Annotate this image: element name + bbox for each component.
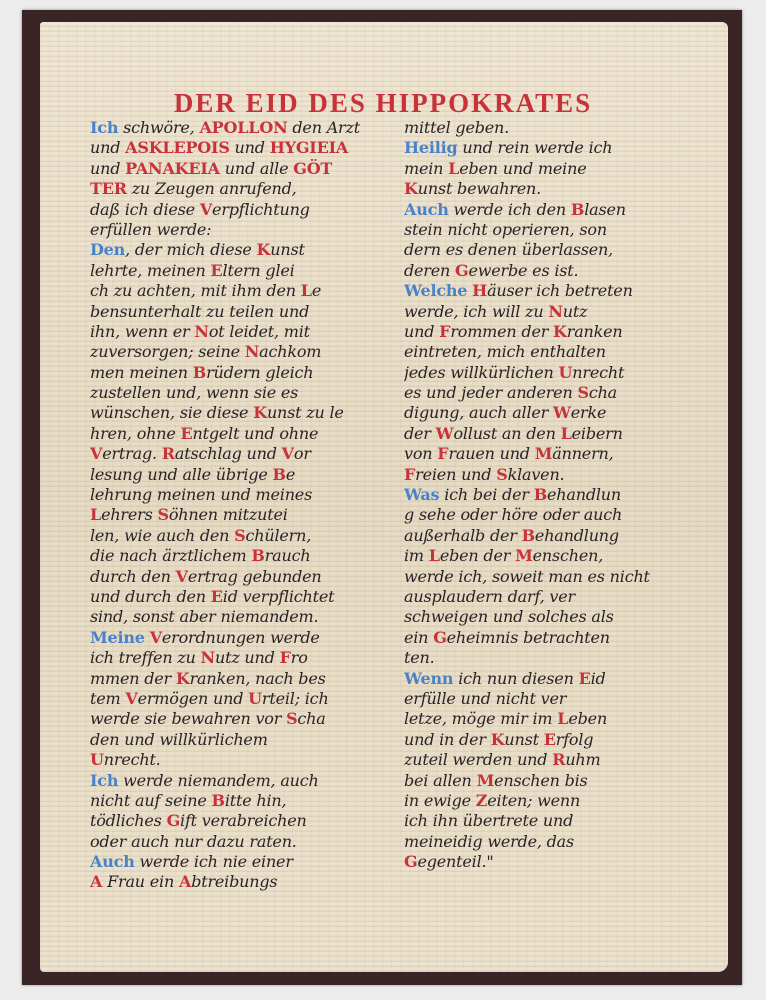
- body-text: lasen: [584, 199, 626, 219]
- text-line: [404, 669, 704, 689]
- highlight-red-text: K: [256, 240, 271, 260]
- body-text: lehrte, meinen: [90, 260, 211, 280]
- highlight-red-text: V: [125, 688, 138, 708]
- body-text: der: [404, 423, 436, 443]
- body-text: ermögen und: [137, 688, 249, 708]
- text-line: [404, 424, 704, 444]
- text-line: [404, 791, 704, 811]
- body-text: jedes willkürlichen: [404, 362, 559, 382]
- text-line: [90, 465, 390, 485]
- highlight-red-text: B: [570, 199, 585, 219]
- highlight-red-text: U: [558, 362, 573, 382]
- body-text: unst zu le: [266, 403, 344, 423]
- body-text: atschlag und: [174, 444, 282, 464]
- body-text: werde, ich will zu: [404, 301, 549, 321]
- highlight-red-text: N: [194, 321, 209, 341]
- text-line: [404, 852, 704, 872]
- body-text: in ewige: [404, 790, 476, 810]
- body-text: ranken, nach bes: [189, 668, 326, 688]
- text-line: [404, 730, 704, 750]
- body-text: erfüllen werde:: [90, 219, 212, 239]
- body-text: ich nun diesen: [453, 668, 579, 688]
- body-text: und alle: [219, 158, 294, 178]
- text-line: [90, 505, 390, 525]
- highlight-red-text: B: [272, 464, 286, 484]
- highlight-red-text: Z: [475, 790, 488, 810]
- highlight-red-text: G: [404, 852, 418, 872]
- body-text: ertrag gebunden: [187, 566, 322, 586]
- body-text: erke: [570, 403, 607, 423]
- body-text: werde ich den: [448, 199, 571, 219]
- text-line: [90, 179, 390, 199]
- body-text: ännern,: [552, 444, 614, 464]
- text-line: [404, 628, 704, 648]
- highlight-red-text: K: [404, 179, 418, 199]
- body-text: egenteil.": [417, 852, 494, 872]
- highlight-red-text: K: [490, 729, 505, 749]
- highlight-red-text: PANAKEIA: [125, 158, 220, 178]
- highlight-red-text: M: [476, 770, 495, 790]
- body-text: ich treffen zu: [90, 648, 201, 668]
- text-line: [90, 302, 390, 322]
- body-text: rüdern gleich: [206, 362, 314, 382]
- highlight-red-text: R: [161, 444, 175, 464]
- body-text: rteil; ich: [261, 688, 329, 708]
- body-text: rauch: [264, 546, 311, 566]
- highlight-red-text: E: [543, 729, 556, 749]
- text-line: [404, 118, 704, 138]
- body-text: digung, auch aller: [404, 403, 553, 423]
- highlight-red-text: L: [300, 281, 312, 301]
- body-text: ch zu achten, mit ihm den: [90, 281, 301, 301]
- body-text: öhnen mitzutei: [168, 505, 288, 525]
- text-line: [90, 281, 390, 301]
- text-line: [404, 444, 704, 464]
- text-line: [90, 322, 390, 342]
- highlight-red-text: N: [244, 342, 260, 362]
- text-line: [404, 567, 704, 587]
- highlight-red-text: K: [253, 403, 267, 423]
- body-text: und in der: [404, 729, 491, 749]
- initial-blue-text: Wenn: [404, 668, 454, 688]
- body-text: stein nicht operieren, son: [404, 219, 607, 239]
- body-text: men meinen: [90, 362, 193, 382]
- text-line: [404, 587, 704, 607]
- highlight-red-text: K: [175, 668, 190, 688]
- body-text: lesung und alle übrige: [90, 464, 273, 484]
- text-line: [90, 607, 390, 627]
- text-line: [90, 526, 390, 546]
- highlight-red-text: B: [192, 362, 207, 382]
- body-text: den Arzt: [287, 118, 360, 137]
- body-text: utz und: [214, 648, 280, 668]
- text-line: [90, 587, 390, 607]
- body-text: schweigen und solches als: [404, 607, 614, 627]
- body-text: enschen bis: [494, 770, 588, 790]
- right-text-column: [404, 118, 704, 872]
- body-text: unst: [270, 240, 305, 260]
- body-text: ihn, wenn er: [90, 321, 195, 341]
- text-line: [90, 669, 390, 689]
- highlight-red-text: F: [404, 464, 416, 484]
- highlight-red-text: E: [578, 668, 591, 688]
- body-text: ollust an den: [453, 423, 561, 443]
- body-text: ehrers: [101, 505, 158, 525]
- body-text: rommen der: [450, 321, 554, 341]
- body-text: schwöre,: [118, 118, 200, 137]
- body-text: werde niemandem, auch: [118, 770, 319, 790]
- highlight-red-text: B: [533, 485, 548, 505]
- text-line: [90, 138, 390, 158]
- body-text: cha: [297, 709, 326, 729]
- text-line: [90, 261, 390, 281]
- text-line: [404, 771, 704, 791]
- text-line: [90, 832, 390, 852]
- highlight-red-text: F: [439, 321, 451, 341]
- body-text: erfülle und nicht ver: [404, 688, 567, 708]
- body-text: oder auch nur dazu raten.: [90, 831, 297, 851]
- body-text: eheimnis betrachten: [446, 627, 610, 647]
- text-line: [90, 363, 390, 383]
- body-text: die nach ärztlichem: [90, 546, 252, 566]
- highlight-red-text: S: [157, 505, 169, 525]
- body-text: eben der: [439, 546, 516, 566]
- highlight-red-text: L: [90, 505, 102, 525]
- body-text: eben und meine: [459, 158, 587, 178]
- body-text: mein: [404, 158, 449, 178]
- highlight-red-text: B: [521, 525, 535, 545]
- body-text: ntgelt und ohne: [192, 423, 319, 443]
- text-line: [404, 281, 704, 301]
- body-text: ift verabreichen: [180, 811, 307, 831]
- text-line: [404, 485, 704, 505]
- body-text: g sehe oder höre oder auch: [404, 505, 623, 525]
- text-line: [90, 485, 390, 505]
- body-text: ausplaudern darf, ver: [404, 586, 575, 606]
- text-line: [90, 240, 390, 260]
- text-line: [90, 689, 390, 709]
- body-text: ich ihn übertrete und: [404, 811, 574, 831]
- body-text: und: [90, 158, 126, 178]
- text-line: [404, 689, 704, 709]
- body-text: or: [293, 444, 311, 464]
- body-text: meineidig werde, das: [404, 831, 575, 851]
- body-text: bei allen: [404, 770, 477, 790]
- body-text: Frau ein: [102, 872, 179, 892]
- highlight-red-text: GÖT: [293, 158, 333, 178]
- body-text: bensunterhalt zu teilen und: [90, 301, 310, 321]
- highlight-red-text: W: [553, 403, 571, 423]
- body-text: ehandlun: [547, 485, 622, 505]
- body-text: wünschen, sie diese: [90, 403, 254, 423]
- text-line: [404, 403, 704, 423]
- text-line: [404, 322, 704, 342]
- text-line: [404, 342, 704, 362]
- body-text: utz: [562, 301, 588, 321]
- text-line: [90, 342, 390, 362]
- body-text: rfolg: [555, 729, 594, 749]
- body-text: und: [229, 138, 270, 158]
- body-text: den und willkürlichem: [90, 729, 268, 749]
- highlight-red-text: ASKLEPOIS: [125, 138, 230, 158]
- text-line: [404, 811, 704, 831]
- highlight-red-text: H: [472, 281, 488, 301]
- text-line: [90, 383, 390, 403]
- body-text: und rein werde ich: [457, 138, 613, 158]
- body-text: eintreten, mich enthalten: [404, 342, 606, 362]
- highlight-red-text: N: [200, 648, 215, 668]
- body-text: zu Zeugen anrufend,: [126, 179, 297, 199]
- body-text: außerhalb der: [404, 525, 522, 545]
- initial-blue-text: Welche: [404, 281, 468, 301]
- initial-blue-text: Auch: [90, 852, 135, 872]
- highlight-red-text: V: [175, 566, 188, 586]
- body-text: ertrag.: [102, 444, 162, 464]
- body-text: mmen der: [90, 668, 176, 688]
- body-text: sind, sonst aber niemandem.: [90, 607, 319, 627]
- text-line: [404, 832, 704, 852]
- body-text: rauen und: [448, 444, 535, 464]
- body-text: ich bei der: [439, 485, 534, 505]
- body-text: ot leidet, mit: [208, 321, 310, 341]
- body-text: letze, möge mir im: [404, 709, 558, 729]
- highlight-red-text: L: [448, 158, 460, 178]
- text-line: [90, 791, 390, 811]
- initial-blue-text: Heilig: [404, 138, 458, 158]
- highlight-red-text: G: [433, 627, 447, 647]
- body-text: es und jeder anderen: [404, 383, 578, 403]
- body-text: eben: [568, 709, 608, 729]
- body-text: unst: [504, 729, 544, 749]
- body-text: uhm: [565, 750, 601, 770]
- highlight-red-text: TER: [90, 179, 127, 199]
- body-text: und durch den: [90, 586, 211, 606]
- body-text: eibern: [571, 423, 623, 443]
- highlight-red-text: B: [211, 790, 225, 810]
- highlight-red-text: V: [90, 444, 103, 464]
- highlight-red-text: E: [180, 423, 193, 443]
- body-text: äuser ich betreten: [487, 281, 633, 301]
- highlight-red-text: A: [90, 872, 103, 892]
- text-line: [90, 567, 390, 587]
- highlight-red-text: E: [210, 586, 223, 606]
- text-line: [404, 179, 704, 199]
- body-text: erpflichtung: [212, 199, 310, 219]
- body-text: und: [90, 138, 126, 158]
- highlight-red-text: M: [515, 546, 533, 566]
- body-text: werde ich, soweit man es nicht: [404, 566, 650, 586]
- highlight-red-text: L: [428, 546, 440, 566]
- initial-blue-text: Was: [404, 485, 440, 505]
- initial-blue-text: Ich: [90, 770, 119, 790]
- text-line: [90, 118, 390, 138]
- body-text: werde ich nie einer: [134, 852, 293, 872]
- body-text: lehrung meinen und meines: [90, 485, 313, 505]
- text-line: [90, 709, 390, 729]
- body-text: enschen,: [532, 546, 604, 566]
- initial-blue-text: Den: [90, 240, 126, 260]
- body-text: zustellen und, wenn sie es: [90, 383, 299, 403]
- highlight-red-text: B: [251, 546, 265, 566]
- text-line: [90, 852, 390, 872]
- body-text: e: [285, 464, 296, 484]
- body-text: tödliches: [90, 811, 167, 831]
- text-line: [90, 730, 390, 750]
- initial-blue-text: Meine: [90, 627, 145, 647]
- page-title: DER EID DES HIPPOKRATES: [173, 88, 593, 118]
- body-text: id verpflichtet: [222, 586, 335, 606]
- highlight-red-text: M: [534, 444, 553, 464]
- text-line: [90, 424, 390, 444]
- text-line: [404, 465, 704, 485]
- highlight-red-text: G: [455, 260, 469, 280]
- highlight-red-text: R: [552, 750, 566, 770]
- body-text: im: [404, 546, 429, 566]
- highlight-red-text: APOLLON: [199, 118, 288, 137]
- body-text: chülern,: [245, 525, 312, 545]
- body-text: reien und: [415, 464, 497, 484]
- body-text: cha: [588, 383, 618, 403]
- text-line: [404, 220, 704, 240]
- text-line: [404, 750, 704, 770]
- body-text: itte hin,: [224, 790, 287, 810]
- left-text-column: [90, 118, 390, 893]
- body-text: nicht auf seine: [90, 790, 212, 810]
- body-text: dern es denen überlassen,: [404, 240, 613, 260]
- text-line: [404, 200, 704, 220]
- highlight-red-text: L: [560, 423, 572, 443]
- body-text: daß ich diese: [90, 199, 200, 219]
- body-text: erordnungen werde: [161, 627, 320, 647]
- body-text: nrecht: [572, 362, 625, 382]
- body-text: , der mich diese: [125, 240, 257, 260]
- body-text: zuversorgen; seine: [90, 342, 245, 362]
- text-line: [90, 872, 390, 892]
- highlight-red-text: V: [149, 627, 162, 647]
- body-text: deren: [404, 260, 456, 280]
- highlight-red-text: F: [437, 444, 449, 464]
- text-line: [404, 240, 704, 260]
- highlight-red-text: U: [90, 750, 104, 770]
- body-text: unst bewahren.: [417, 179, 542, 199]
- text-line: [90, 220, 390, 240]
- initial-blue-text: Ich: [90, 118, 119, 137]
- text-line: [404, 505, 704, 525]
- body-text: eiten; wenn: [487, 790, 581, 810]
- highlight-red-text: N: [548, 301, 563, 321]
- text-line: [90, 444, 390, 464]
- initial-blue-text: Auch: [404, 199, 449, 219]
- text-line: [90, 159, 390, 179]
- text-line: [404, 546, 704, 566]
- text-line: [404, 159, 704, 179]
- body-text: tem: [90, 688, 126, 708]
- highlight-red-text: S: [496, 464, 508, 484]
- text-line: [404, 383, 704, 403]
- highlight-red-text: L: [557, 709, 569, 729]
- text-line: [404, 138, 704, 158]
- text-line: [404, 302, 704, 322]
- text-line: [404, 648, 704, 668]
- body-text: id: [590, 668, 606, 688]
- highlight-red-text: HYGIEIA: [269, 138, 349, 158]
- body-text: hren, ohne: [90, 423, 181, 443]
- highlight-red-text: E: [210, 260, 223, 280]
- highlight-red-text: W: [435, 423, 454, 443]
- body-text: durch den: [90, 566, 176, 586]
- body-text: ehandlung: [534, 525, 619, 545]
- body-text: zuteil werden und: [404, 750, 553, 770]
- body-text: len, wie auch den: [90, 525, 235, 545]
- text-line: [90, 750, 390, 770]
- body-text: ltern glei: [222, 260, 295, 280]
- text-line: [90, 628, 390, 648]
- text-line: [404, 709, 704, 729]
- text-line: [90, 546, 390, 566]
- body-text: und: [404, 321, 440, 341]
- body-text: nrecht.: [103, 750, 161, 770]
- highlight-red-text: U: [248, 688, 262, 708]
- text-line: [90, 648, 390, 668]
- highlight-red-text: G: [166, 811, 181, 831]
- highlight-red-text: F: [279, 648, 291, 668]
- body-text: ranken: [566, 321, 623, 341]
- text-line: [90, 200, 390, 220]
- body-text: ein: [404, 627, 434, 647]
- body-text: von: [404, 444, 438, 464]
- text-line: [90, 811, 390, 831]
- body-text: klaven.: [507, 464, 565, 484]
- text-line: [90, 403, 390, 423]
- body-text: btreibungs: [191, 872, 278, 892]
- text-line: [404, 363, 704, 383]
- highlight-red-text: V: [199, 199, 213, 219]
- highlight-red-text: K: [553, 321, 567, 341]
- highlight-red-text: S: [286, 709, 298, 729]
- body-text: ewerbe es ist.: [468, 260, 579, 280]
- text-line: [404, 261, 704, 281]
- body-text: werde sie bewahren vor: [90, 709, 287, 729]
- body-text: ten.: [404, 648, 435, 668]
- highlight-red-text: V: [281, 444, 294, 464]
- body-text: e: [311, 281, 322, 301]
- body-text: mittel geben.: [404, 118, 510, 137]
- body-text: ro: [290, 648, 308, 668]
- highlight-red-text: S: [577, 383, 589, 403]
- body-text: achkom: [259, 342, 322, 362]
- text-line: [90, 771, 390, 791]
- text-line: [404, 526, 704, 546]
- text-line: [404, 607, 704, 627]
- highlight-red-text: A: [178, 872, 192, 892]
- highlight-red-text: S: [234, 525, 246, 545]
